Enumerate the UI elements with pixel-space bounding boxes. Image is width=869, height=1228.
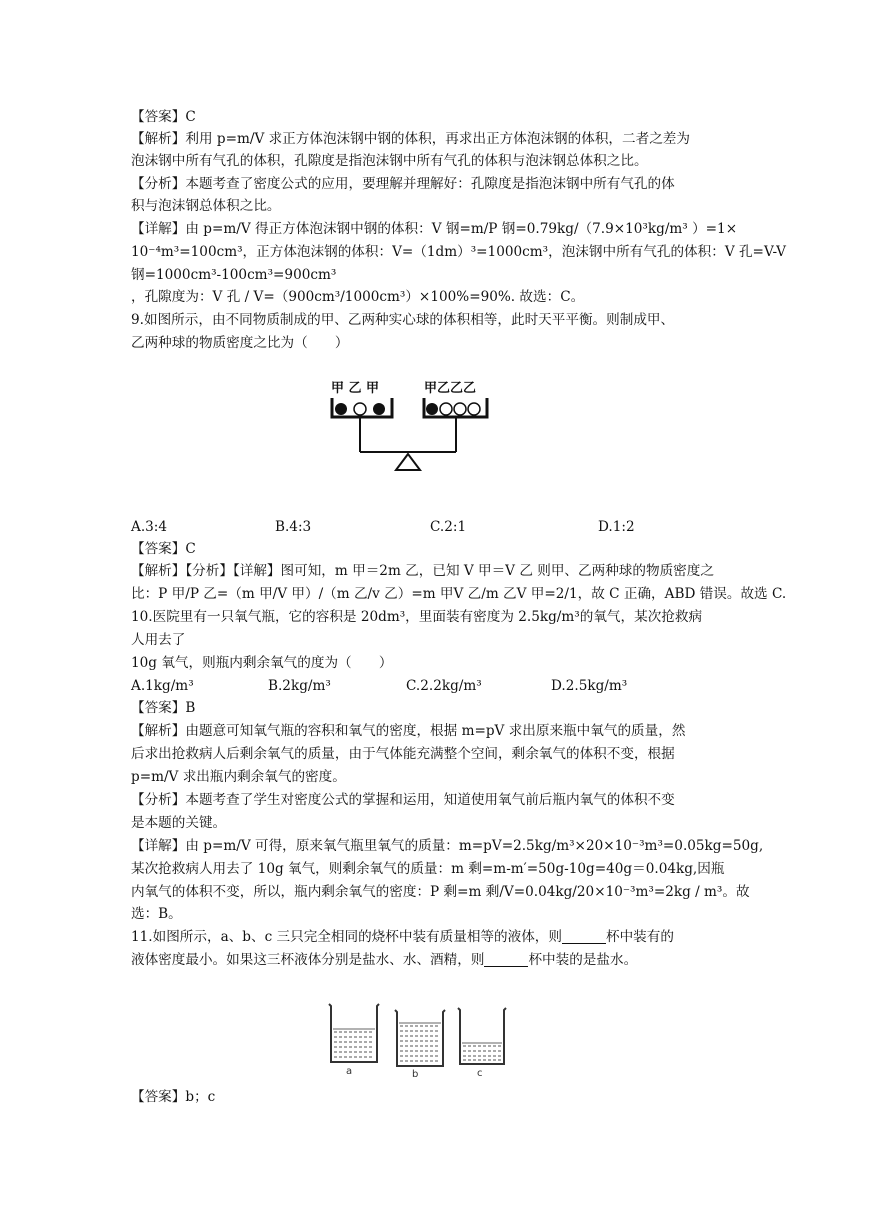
option-10-b: B.2kg/m³: [268, 678, 331, 694]
detail-line: 钢=1000cm³-100cm³=900cm³: [131, 267, 337, 283]
question-11-line: [131, 926, 674, 948]
analysis-line: p=m/V 求出瓶内剩余氧气的密度。: [131, 769, 346, 785]
option-10-a: A.1kg/m³: [131, 678, 194, 694]
question-11-text: 杯中装的是盐水。: [528, 952, 638, 968]
question-11-text: 杯中装有的: [605, 929, 674, 945]
analysis-line: 后求出抢救病人后剩余氧气的质量，由于气体能充满整个空间，剩余氧气的体积不变，根据: [131, 746, 675, 762]
detail-line: 10⁻⁴m³=100cm³，正方体泡沫钢的体积：V=（1dm）³=1000cm³，泡沫钢中所有气孔的体积：V 孔=V-V: [131, 244, 786, 260]
beaker-label-b: b: [412, 1069, 419, 1078]
option-9-a: A.3:4: [131, 519, 168, 535]
option-9-c: C.2:1: [430, 519, 467, 535]
answer-line: 【答案】b；c: [131, 1089, 216, 1105]
analysis-line: 【解析】由题意可知氧气瓶的容积和氧气的密度，根据 m=pV 求出原来瓶中氧气的质量，然: [131, 723, 686, 739]
analysis-line: 【分析】本题考查了学生对密度公式的掌握和运用，知道使用氧气前后瓶内氧气的体积不变: [131, 792, 675, 808]
detail-line: 某次抢救病人用去了 10g 氧气，则剩余氧气的质量：m 剩=m-m′=50g-10g=40g＝0.04kg,因瓶: [131, 861, 725, 877]
analysis-line: 泡沫钢中所有气孔的体积，孔隙度是指泡沫钢中所有气孔的体积与泡沫钢总体积之比。: [131, 153, 648, 169]
question-10-line: 10g 氧气，则瓶内剩余氧气的度为（ ）: [131, 655, 393, 671]
option-10-c: C.2.2kg/m³: [406, 678, 482, 694]
detail-line: 内氧气的体积不变，所以，瓶内剩余氧气的密度：P 剩=m 剩/V=0.04kg/20×10⁻³m³=2kg / m³。故: [131, 884, 750, 900]
detail-line: 【详解】由 p=m/V 得正方体泡沫钢中钢的体积：V 钢=m/P 钢=0.79kg/（7.9×10³kg/m³ ）=1×: [131, 221, 738, 237]
option-9-d: D.1:2: [598, 519, 635, 535]
detail-line: 【详解】由 p=m/V 可得，原来氧气瓶里氧气的质量：m=pV=2.5kg/m³×20×10⁻³m³=0.05kg=50g,: [131, 838, 764, 854]
beaker-c: [458, 1008, 506, 1078]
question-11-text: 液体密度最小。如果这三杯液体分别是盐水、水、酒精，则: [131, 952, 485, 968]
analysis-line: 【解析】利用 p=m/V 求正方体泡沫钢中钢的体积，再求出正方体泡沫钢的体积，二者之差为: [131, 131, 690, 147]
analysis-line: 【解析】【分析】【详解】图可知，m 甲＝2m 乙，已知 V 甲＝V 乙 则甲、乙两种球的物质密度之: [131, 563, 714, 579]
answer-blank: [562, 929, 606, 944]
analysis-line: 【分析】本题考查了密度公式的应用，要理解并理解好：孔隙度是指泡沫钢中所有气孔的体: [131, 176, 675, 192]
detail-line: ，孔隙度为：V 孔 / V=（900cm³/1000cm³）×100%=90%. 故选：C。: [131, 289, 585, 305]
question-11-text: 11.如图所示，a、b、c 三只完全相同的烧杯中装有质量相等的液体，则: [131, 929, 562, 945]
balance-figure: [326, 374, 496, 474]
question-10-line: 10.医院里有一只氧气瓶，它的容积是 20dm³，里面装有密度为 2.5kg/m³的氧气，某次抢救病: [131, 609, 703, 625]
analysis-line: 积与泡沫钢总体积之比。: [131, 198, 281, 214]
question-10-line: 人用去了: [131, 632, 186, 648]
beakers-figure: [322, 998, 512, 1078]
beaker-a: [329, 1004, 379, 1077]
beaker-label-a: a: [346, 1066, 353, 1077]
question-9-line: 9.如图所示，由不同物质制成的甲、乙两种实心球的体积相等，此时天平平衡。则制成甲、: [131, 312, 675, 328]
beaker-b: [395, 1010, 445, 1078]
question-11-line: [131, 949, 637, 971]
question-9-line: 乙两种球的物质密度之比为（ ）: [131, 335, 349, 351]
option-9-b: B.4:3: [275, 519, 312, 535]
detail-line: 选：B。: [131, 906, 182, 922]
beaker-label-c: c: [477, 1068, 483, 1078]
answer-line: 【答案】B: [131, 700, 196, 716]
analysis-line: 是本题的关键。: [131, 815, 227, 831]
answer-line: 【答案】C: [131, 541, 196, 557]
answer-line: 【答案】C: [131, 109, 196, 125]
balance-left-labels: 甲 乙 甲: [331, 381, 380, 396]
analysis-line: 比：P 甲/P 乙=（m 甲/V 甲）/（m 乙/v 乙）=m 甲V 乙/m 乙V 甲=2/1，故 C 正确，ABD 错误。故选 C.: [131, 586, 787, 602]
option-10-d: D.2.5kg/m³: [551, 678, 628, 694]
balance-right-labels: 甲乙乙乙: [424, 381, 477, 396]
answer-blank: [484, 952, 528, 967]
